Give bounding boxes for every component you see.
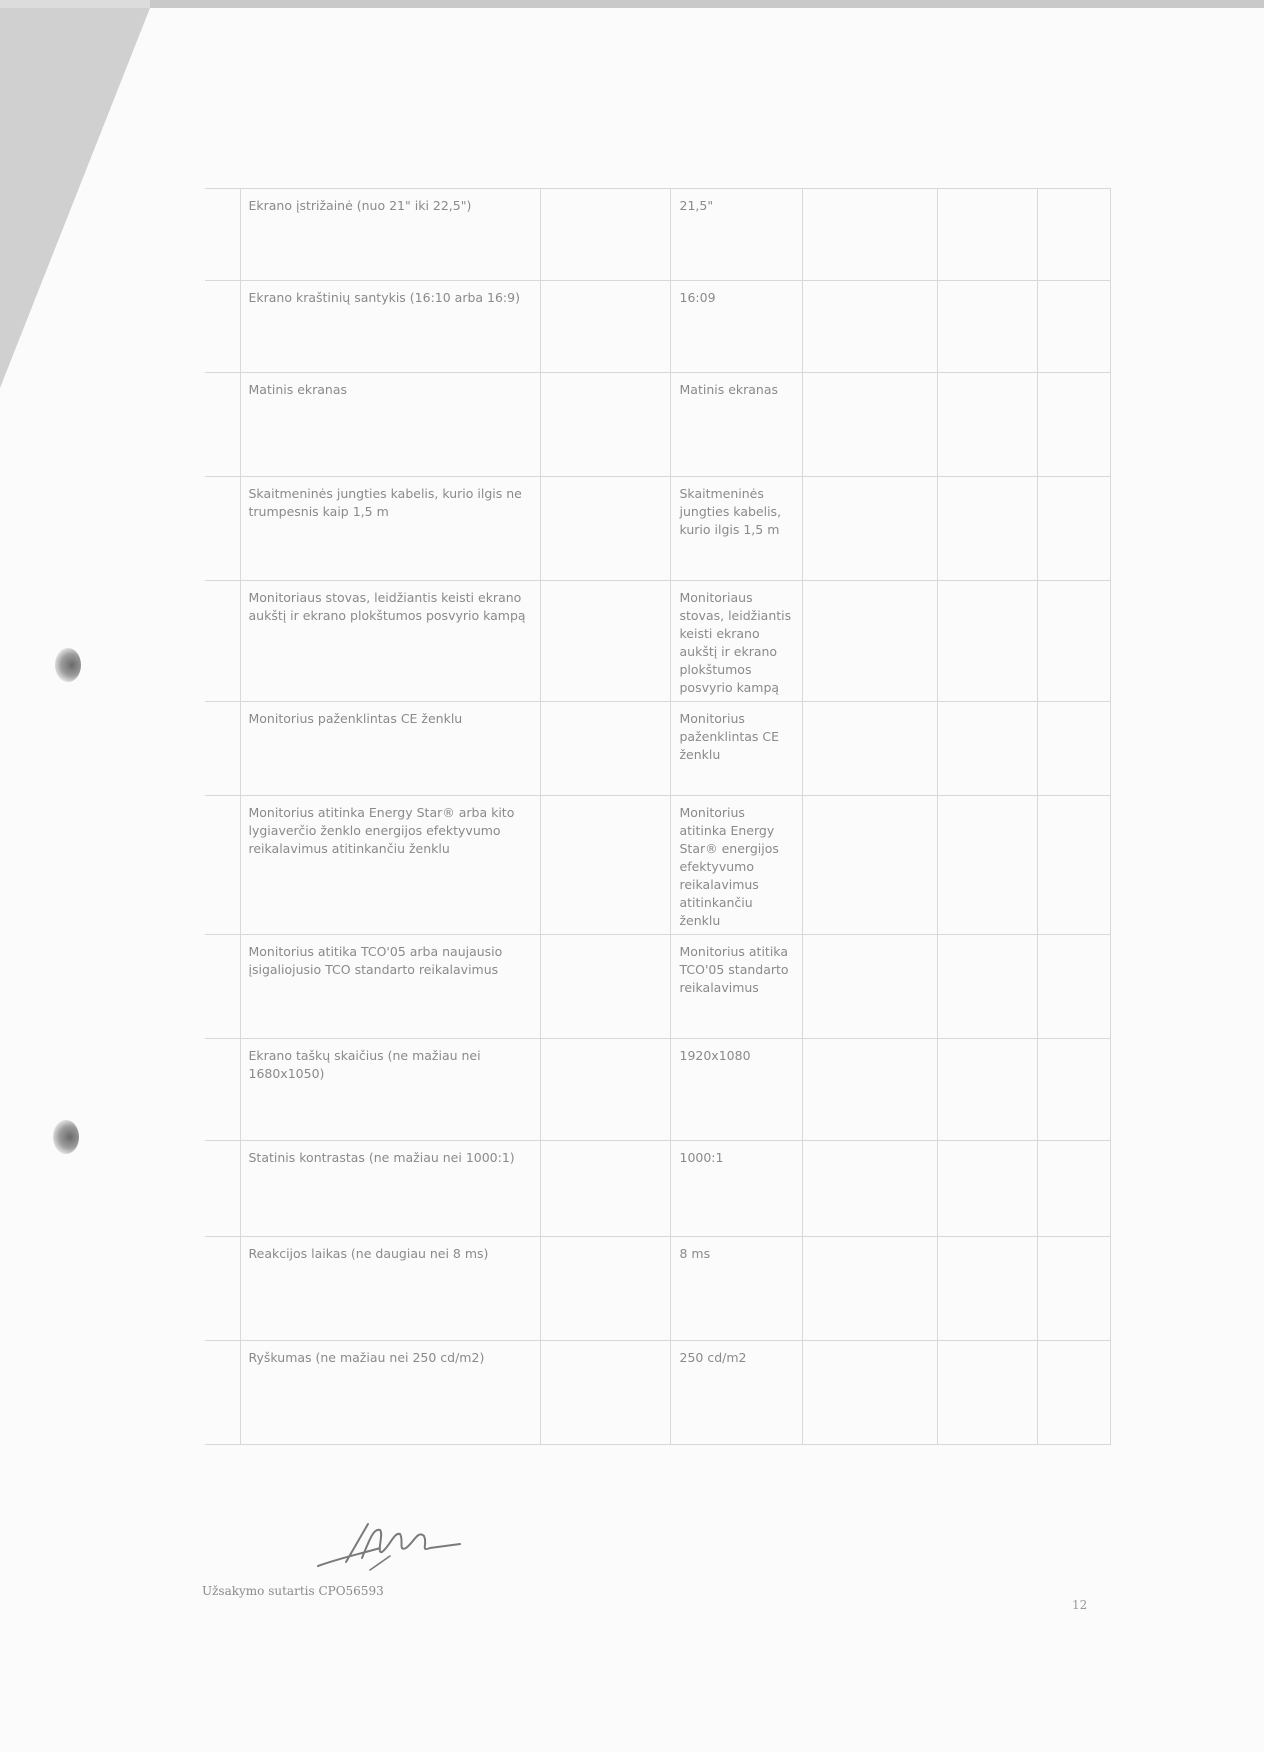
empty-cell — [205, 796, 240, 935]
offer-cell: 21,5" — [670, 189, 802, 281]
requirement-cell: Ekrano įstrižainė (nuo 21" iki 22,5") — [240, 189, 540, 281]
empty-cell — [205, 281, 240, 373]
empty-cell — [540, 581, 670, 702]
empty-cell — [802, 477, 937, 581]
table-row — [205, 581, 1110, 702]
empty-cell — [1037, 935, 1110, 1039]
offer-cell: 16:09 — [670, 281, 802, 373]
empty-cell — [802, 796, 937, 935]
requirement-cell: Ekrano kraštinių santykis (16:10 arba 16:9) — [240, 281, 540, 373]
requirement-cell: Ekrano taškų skaičius (ne mažiau nei 1680x1050) — [240, 1039, 540, 1141]
empty-cell — [540, 1341, 670, 1445]
empty-cell — [802, 373, 937, 477]
punch-hole-icon — [53, 1120, 79, 1154]
empty-cell — [937, 1141, 1037, 1237]
contract-reference: Užsakymo sutartis CPO56593 — [202, 1584, 384, 1598]
table-row — [205, 796, 1110, 935]
page-fold-shadow — [0, 8, 150, 388]
page-number: 12 — [1072, 1598, 1088, 1612]
empty-cell — [540, 373, 670, 477]
empty-cell — [1037, 373, 1110, 477]
requirement-cell: Statinis kontrastas (ne mažiau nei 1000:1) — [240, 1141, 540, 1237]
empty-cell — [540, 935, 670, 1039]
empty-cell — [937, 477, 1037, 581]
empty-cell — [205, 1039, 240, 1141]
signature-icon — [310, 1518, 470, 1578]
empty-cell — [802, 189, 937, 281]
offer-cell: Matinis ekranas — [670, 373, 802, 477]
offer-cell: Monitoriaus stovas, leidžiantis keisti ekrano aukštį ir ekrano plokštumos posvyrio kampą — [670, 581, 802, 702]
offer-cell: Monitorius atitinka Energy Star® energijos efektyvumo reikalavimus atitinkančiu ženklu — [670, 796, 802, 935]
specification-table — [205, 188, 1111, 1445]
empty-cell — [205, 1237, 240, 1341]
table-row — [205, 1039, 1110, 1141]
empty-cell — [1037, 477, 1110, 581]
table-row — [205, 281, 1110, 373]
empty-cell — [540, 189, 670, 281]
empty-cell — [205, 1141, 240, 1237]
empty-cell — [1037, 1039, 1110, 1141]
requirement-cell: Monitorius atitinka Energy Star® arba kito lygiaverčio ženklo energijos efektyvumo reikalavimus atitinkančiu ženklu — [240, 796, 540, 935]
empty-cell — [1037, 1341, 1110, 1445]
table-row — [205, 1237, 1110, 1341]
empty-cell — [802, 281, 937, 373]
empty-cell — [1037, 581, 1110, 702]
offer-cell: Skaitmeninės jungties kabelis, kurio ilgis 1,5 m — [670, 477, 802, 581]
offer-cell: 250 cd/m2 — [670, 1341, 802, 1445]
table-row — [205, 702, 1110, 796]
requirement-cell: Ryškumas (ne mažiau nei 250 cd/m2) — [240, 1341, 540, 1445]
offer-cell: 1000:1 — [670, 1141, 802, 1237]
requirement-cell: Monitorius atitika TCO'05 arba naujausio įsigaliojusio TCO standarto reikalavimus — [240, 935, 540, 1039]
empty-cell — [540, 1237, 670, 1341]
empty-cell — [937, 1341, 1037, 1445]
table-row — [205, 935, 1110, 1039]
requirement-cell: Skaitmeninės jungties kabelis, kurio ilgis ne trumpesnis kaip 1,5 m — [240, 477, 540, 581]
requirement-cell: Matinis ekranas — [240, 373, 540, 477]
empty-cell — [540, 1141, 670, 1237]
empty-cell — [205, 935, 240, 1039]
offer-cell: 8 ms — [670, 1237, 802, 1341]
empty-cell — [937, 281, 1037, 373]
empty-cell — [937, 1237, 1037, 1341]
empty-cell — [205, 373, 240, 477]
empty-cell — [540, 477, 670, 581]
requirement-cell: Monitoriaus stovas, leidžiantis keisti ekrano aukštį ir ekrano plokštumos posvyrio kampą — [240, 581, 540, 702]
empty-cell — [1037, 1237, 1110, 1341]
empty-cell — [1037, 281, 1110, 373]
empty-cell — [937, 373, 1037, 477]
empty-cell — [802, 702, 937, 796]
table-row — [205, 373, 1110, 477]
empty-cell — [205, 189, 240, 281]
punch-hole-icon — [55, 648, 81, 682]
empty-cell — [540, 796, 670, 935]
empty-cell — [205, 702, 240, 796]
empty-cell — [802, 1341, 937, 1445]
empty-cell — [1037, 796, 1110, 935]
empty-cell — [205, 581, 240, 702]
empty-cell — [1037, 702, 1110, 796]
empty-cell — [937, 702, 1037, 796]
empty-cell — [1037, 1141, 1110, 1237]
empty-cell — [802, 1039, 937, 1141]
table-row — [205, 189, 1110, 281]
empty-cell — [802, 1237, 937, 1341]
empty-cell — [540, 1039, 670, 1141]
requirement-cell: Reakcijos laikas (ne daugiau nei 8 ms) — [240, 1237, 540, 1341]
table-row — [205, 1141, 1110, 1237]
offer-cell: 1920x1080 — [670, 1039, 802, 1141]
empty-cell — [540, 702, 670, 796]
table-row — [205, 477, 1110, 581]
empty-cell — [937, 935, 1037, 1039]
empty-cell — [937, 581, 1037, 702]
empty-cell — [937, 796, 1037, 935]
empty-cell — [802, 581, 937, 702]
requirement-cell: Monitorius paženklintas CE ženklu — [240, 702, 540, 796]
scanned-page — [0, 8, 1264, 1752]
empty-cell — [1037, 189, 1110, 281]
offer-cell: Monitorius atitika TCO'05 standarto reikalavimus — [670, 935, 802, 1039]
empty-cell — [937, 189, 1037, 281]
empty-cell — [937, 1039, 1037, 1141]
offer-cell: Monitorius paženklintas CE ženklu — [670, 702, 802, 796]
empty-cell — [802, 935, 937, 1039]
table-row — [205, 1341, 1110, 1445]
empty-cell — [205, 1341, 240, 1445]
empty-cell — [802, 1141, 937, 1237]
empty-cell — [205, 477, 240, 581]
empty-cell — [540, 281, 670, 373]
